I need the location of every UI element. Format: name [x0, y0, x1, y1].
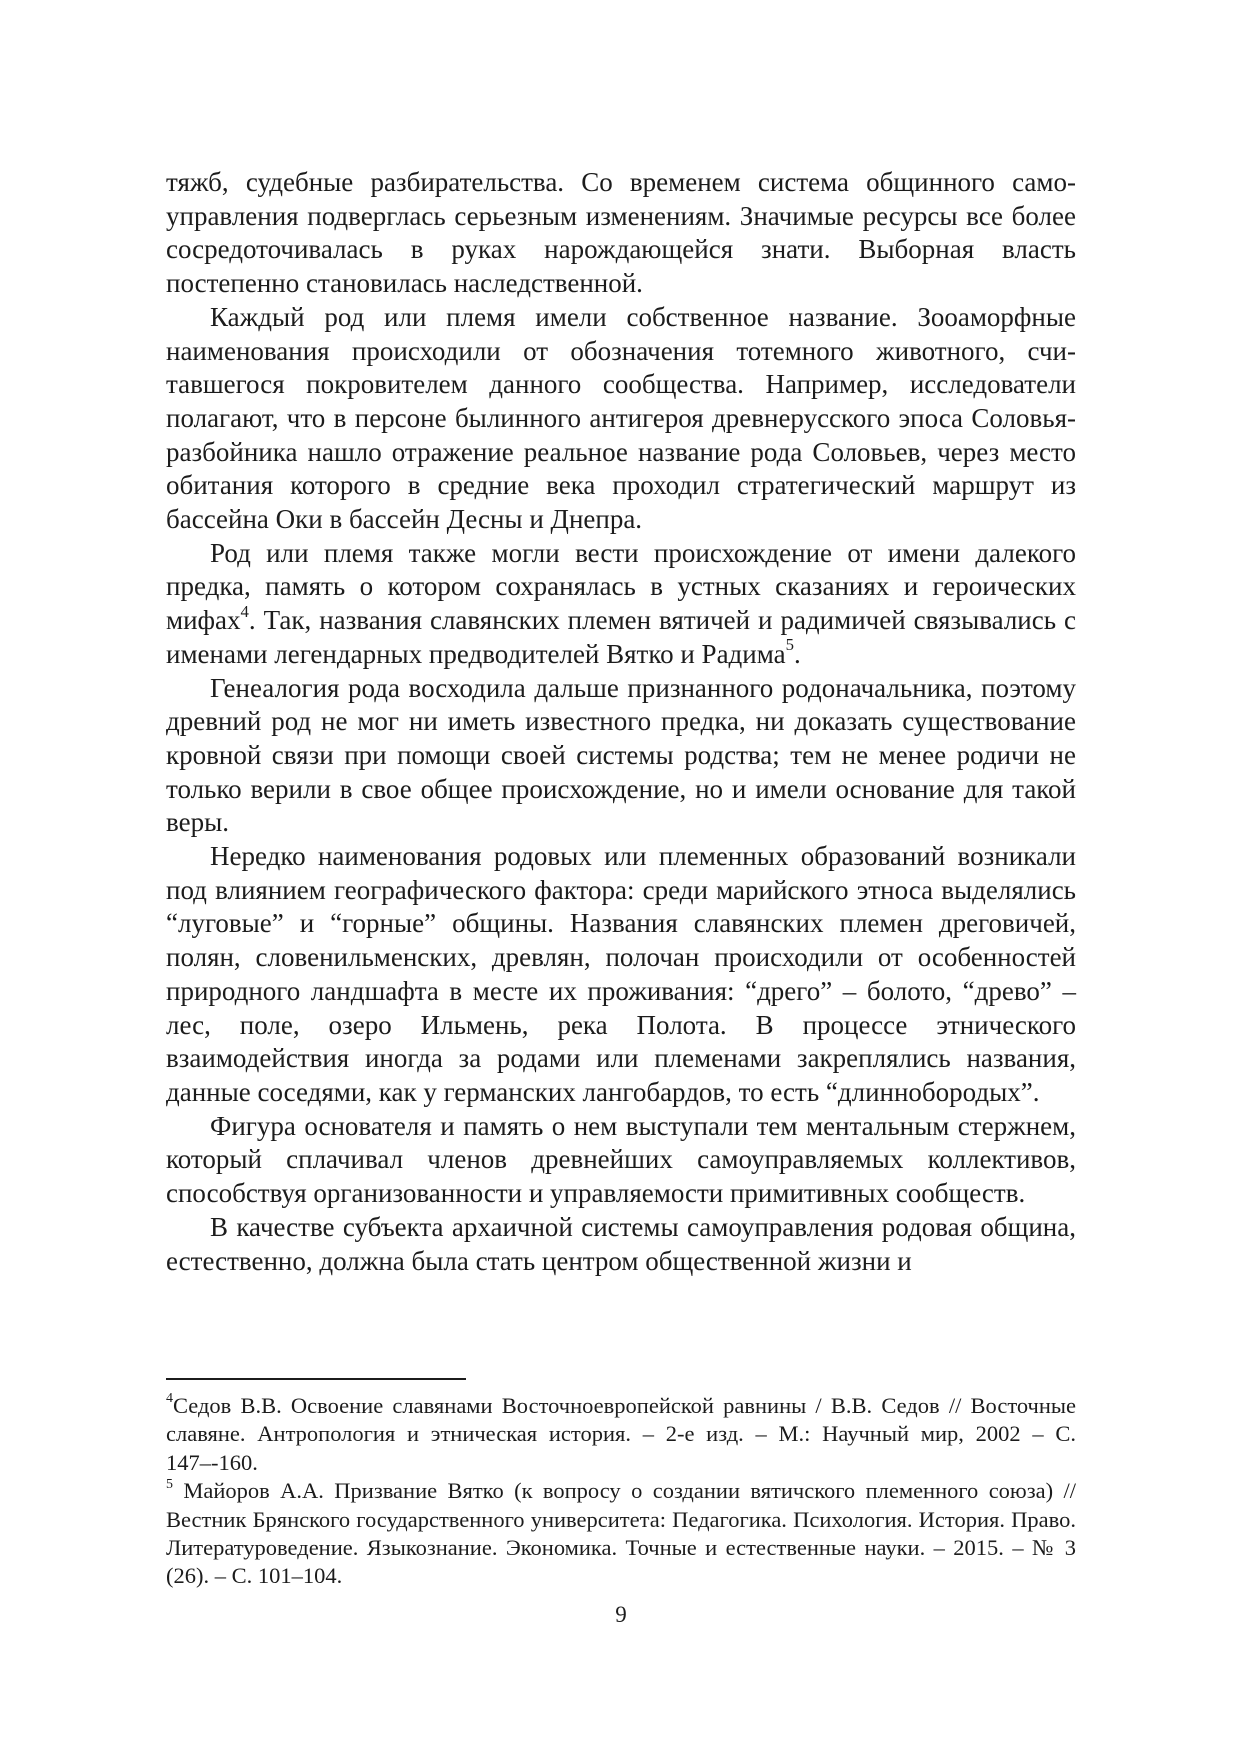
footnote-4-text: Седов В.В. Освоение славянами Восточноевропейской равнины / В.В. Седов // Восточные славяне. Антропология и этническая история. – 2-е изд. – М.: Научный мир, 2002 – С. 147–-160.	[166, 1393, 1076, 1475]
paragraph-7: В качестве субъекта архаичной системы самоуправления родовая община, естественно, должна была стать центром общественной жизни и	[166, 1211, 1076, 1276]
paragraph-2: Каждый род или племя имели собственное название. Зооаморфные наименования происходили от обозначения тотемного животного, считавшегося покровителем данного сообщества. Например, исследователи полагают, что в персоне былинного антигероя древнерусского эпоса Соловья-разбойника нашло отражение реальное название рода Соловьев, через место обитания которого в средние века проходил стратегический маршрут из бассейна Оки в бассейн Десны и Днепра.	[166, 301, 1076, 535]
footnote-5	[166, 1477, 1076, 1591]
paragraph-5: Нередко наименования родовых или племенных образований возникали под влиянием географического фактора: среди марийского этноса выделялись “луговые” и “горные” общины. Названия славянских племен дреговичей, полян, словенильменских, древлян, полочан происходили от особенностей природного ландшафта в месте их проживания: “дрего” – болото, “древо” – лес, поле, озеро Ильмень, река Полота. В процессе этнического взаимодействия иногда за родами или племенами закреплялись названия, данные соседями, как у германских лангобардов, то есть “длиннобородых”.	[166, 841, 1076, 1107]
footnote-separator	[166, 1378, 466, 1380]
paragraph-3	[166, 537, 1076, 672]
paragraph-3-part-b: . Так, названия славянских племен вятичей и радимичей связывались с именами легендарных предводителей Вятко и Радима	[166, 605, 1076, 669]
page-number: 9	[615, 1602, 627, 1627]
book-page	[166, 166, 1076, 1706]
footnote-5-mark: 5	[166, 1476, 173, 1492]
footnote-4	[166, 1392, 1076, 1477]
main-text	[166, 166, 1076, 1278]
footnote-ref-4: 4	[240, 601, 249, 621]
paragraph-3-part-c: .	[794, 638, 801, 669]
footnote-4-mark: 4	[166, 1391, 173, 1407]
footnote-ref-5: 5	[785, 635, 795, 655]
paragraph-3-part-a: Род или племя также могли вести происхождение от имени далекого предка, память о котором сохранялась в устных сказаниях и героических мифах	[166, 537, 1076, 636]
paragraph-6: Фигура основателя и память о нем выступали тем ментальным стержнем, который сплачивал членов древнейших самоуправляемых коллективов, способствуя организованности и управляемости примитивных сообществ.	[166, 1110, 1076, 1209]
paragraph-4: Генеалогия рода восходила дальше признанного родоначальника, поэтому древний род не мог ни иметь известного предка, ни доказать существование кровной связи при помощи своей системы родства; тем не менее родичи не только верили в свое общее происхождение, но и имели основание для такой веры.	[166, 672, 1076, 838]
footnotes	[166, 1392, 1076, 1591]
paragraph-1: тяжб, судебные разбирательства. Со временем система общинного самоуправления подверглась серьезным изменениям. Значимые ресурсы все более сосредоточивалась в руках нарождающейся знати. Выборная власть постепенно становилась наследственной.	[166, 167, 1076, 299]
footnote-5-text: Майоров А.А. Призвание Вятко (к вопросу о создании вятичского племенного союза) //Вестник Брянского государственного университета: Педагогика. Психология. История. Право. Литературоведение. Языкознание. Экономика. Точные и естественные науки. – 2015. – № 3 (26). – С. 101–104.	[166, 1478, 1076, 1589]
